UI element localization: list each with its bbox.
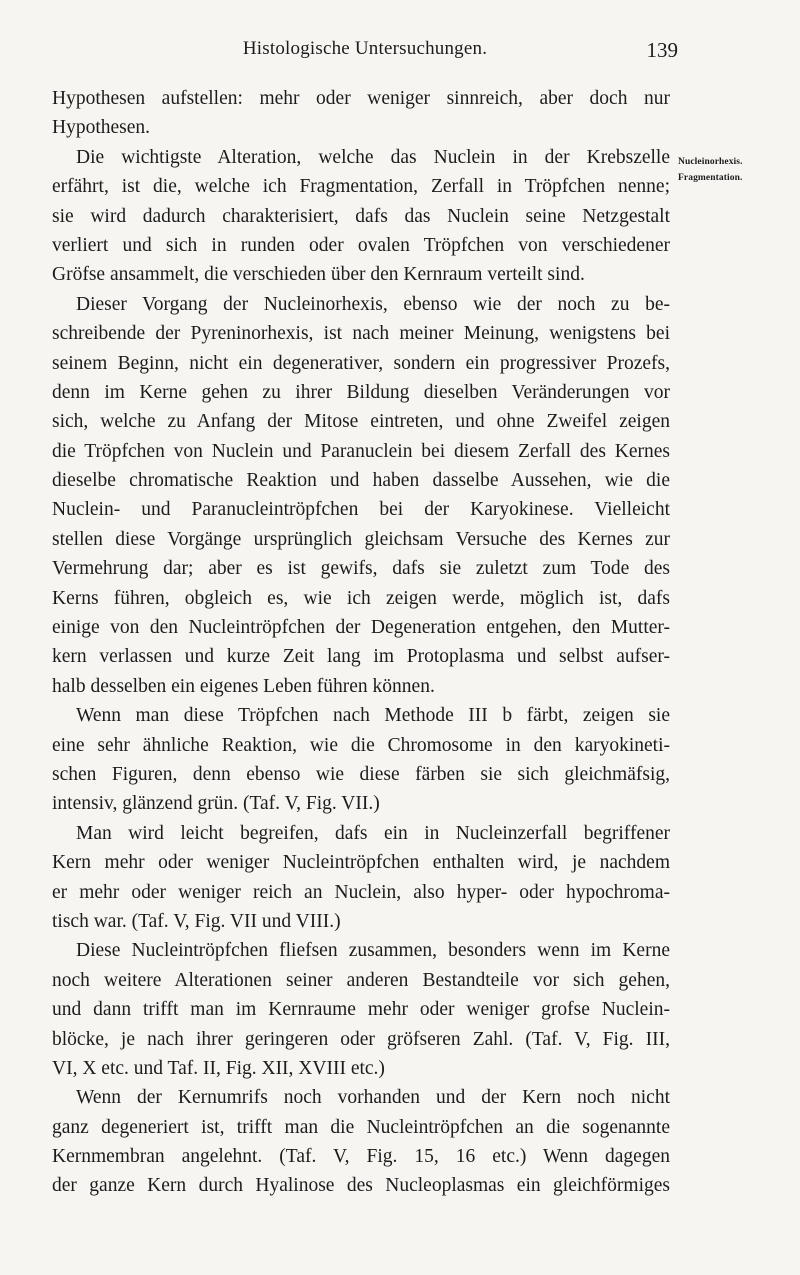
text-line: sie wird dadurch charakterisiert, dafs das Nuclein seine Netzgestalt bbox=[52, 205, 670, 227]
margin-notes bbox=[678, 154, 796, 186]
text-line: tisch war. (Taf. V, Fig. VII und VIII.) bbox=[52, 910, 341, 932]
body-text bbox=[52, 84, 670, 1201]
text-line: er mehr oder weniger reich an Nuclein, also hyper- oder hypochroma- bbox=[52, 881, 670, 903]
text-line: die Tröpfchen von Nuclein und Paranuclein bei diesem Zerfall des Kernes bbox=[52, 440, 670, 462]
text-line: intensiv, glänzend grün. (Taf. V, Fig. VII.) bbox=[52, 793, 380, 815]
text-line: Wenn der Kernumrifs noch vorhanden und der Kern noch nicht bbox=[76, 1087, 670, 1109]
running-head bbox=[52, 38, 678, 68]
text-line: Dieser Vorgang der Nucleinorhexis, ebenso wie der noch zu be- bbox=[76, 293, 670, 315]
text-line: Hypothesen. bbox=[52, 117, 151, 139]
text-line: Kernmembran angelehnt. (Taf. V, Fig. 15, 16 etc.) Wenn dagegen bbox=[52, 1146, 670, 1168]
text-line: Hypothesen aufstellen: mehr oder weniger sinnreich, aber doch nur bbox=[52, 88, 670, 109]
text-line: eine sehr ähnliche Reaktion, wie die Chromosome in den karyokineti- bbox=[52, 734, 670, 756]
text-line: Kerns führen, obgleich es, wie ich zeigen werde, möglich ist, dafs bbox=[52, 587, 670, 609]
text-line: noch weitere Alterationen seiner anderen Bestandteile vor sich gehen, bbox=[52, 969, 670, 991]
text-line: Gröfse ansammelt, die verschieden über den Kernraum verteilt sind. bbox=[52, 264, 585, 286]
text-line: einige von den Nucleintröpfchen der Degeneration entgehen, den Mutter- bbox=[52, 617, 670, 639]
text-line: halb desselben ein eigenes Leben führen können. bbox=[52, 675, 435, 697]
text-line: Diese Nucleintröpfchen fliefsen zusammen, besonders wenn im Kerne bbox=[76, 940, 670, 962]
text-line: Die wichtigste Alteration, welche das Nuclein in der Krebszelle bbox=[76, 146, 670, 168]
text-line: Vermehrung dar; aber es ist gewifs, dafs sie zuletzt zum Tode des bbox=[52, 558, 670, 580]
text-line: stellen diese Vorgänge ursprünglich gleichsam Versuche des Kernes zur bbox=[52, 528, 670, 550]
margin-note-fragmentation: Fragmentation. bbox=[678, 173, 743, 183]
margin-note-nucleinorhexis: Nucleinorhexis. bbox=[678, 157, 743, 167]
text-line: Man wird leicht begreifen, dafs ein in Nucleinzerfall begriffener bbox=[76, 822, 670, 844]
text-line: seinem Beginn, nicht ein degenerativer, sondern ein progressiver Prozefs, bbox=[52, 352, 670, 374]
text-line: kern verlassen und kurze Zeit lang im Protoplasma und selbst aufser- bbox=[52, 646, 670, 668]
text-line: verliert und sich in runden oder ovalen Tröpfchen von verschiedener bbox=[52, 234, 670, 256]
text-line: sich, welche zu Anfang der Mitose eintreten, und ohne Zweifel zeigen bbox=[52, 411, 670, 433]
text-line: Wenn man diese Tröpfchen nach Methode III b färbt, zeigen sie bbox=[76, 705, 670, 727]
text-line: erfährt, ist die, welche ich Fragmentation, Zerfall in Tröpfchen nenne; bbox=[52, 176, 670, 198]
text-line: VI, X etc. und Taf. II, Fig. XII, XVIII etc.) bbox=[52, 1057, 385, 1079]
page-number: 139 bbox=[646, 38, 678, 62]
text-line: dieselbe chromatische Reaktion und haben dasselbe Aussehen, wie die bbox=[52, 470, 670, 492]
text-line: schen Figuren, denn ebenso wie diese färben sie sich gleichmäfsig, bbox=[52, 763, 670, 785]
text-line: ganz degeneriert ist, trifft man die Nucleintröpfchen an die sogenannte bbox=[52, 1116, 670, 1138]
text-line: Kern mehr oder weniger Nucleintröpfchen enthalten wird, je nachdem bbox=[52, 852, 670, 874]
text-line: denn im Kerne gehen zu ihrer Bildung dieselben Veränderungen vor bbox=[52, 381, 670, 403]
text-line: Nuclein- und Paranucleintröpfchen bei der Karyokinese. Vielleicht bbox=[52, 499, 670, 521]
text-line: und dann trifft man im Kernraume mehr oder weniger grofse Nuclein- bbox=[52, 999, 670, 1021]
running-title: Histologische Untersuchungen. bbox=[242, 38, 488, 59]
text-line: der ganze Kern durch Hyalinose des Nucleoplasmas ein gleichförmiges bbox=[52, 1175, 670, 1197]
text-line: blöcke, je nach ihrer geringeren oder gröfseren Zahl. (Taf. V, Fig. III, bbox=[52, 1028, 670, 1050]
text-line: schreibende der Pyreninorhexis, ist nach meiner Meinung, wenigstens bei bbox=[52, 323, 670, 345]
